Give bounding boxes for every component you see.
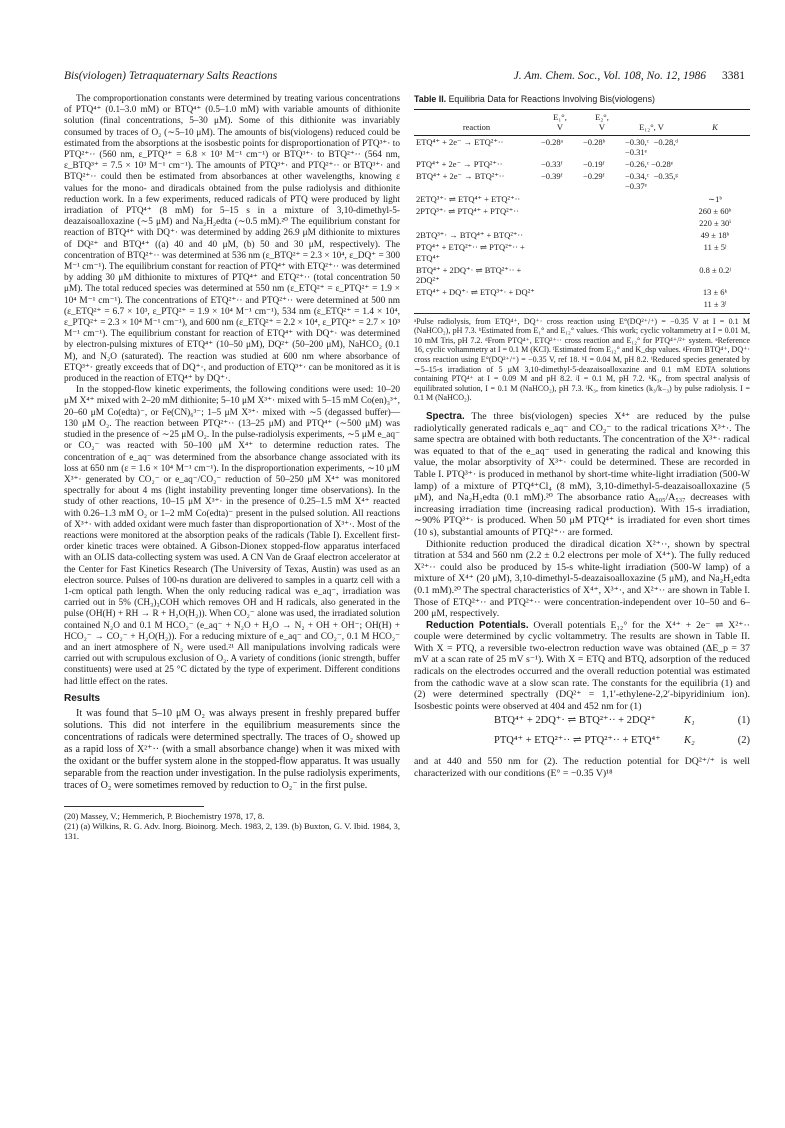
equilibria-table <box>414 109 750 313</box>
equation-1-number: (1) <box>737 715 750 727</box>
spectra-section <box>414 411 750 780</box>
right-column <box>414 94 750 780</box>
reduction-potentials-paragraph: Overall potentials E₁₂° for the X⁴⁺ + 2e⁻ ⇌ X²⁺·· couple were determined by cyclic voltammetry. The results are shown in Table II. With X = PTQ, a reversible two-electron reduction wave was obtained (ΔE_p = 37 mV at a scan rate of 25 mV s⁻¹). With X = ETQ and BTQ, adsorption of the reduced radicals on the electrodes occurred and the overall reduction potential was estimated from the cathodic wave at a slow scan rate. The constants for the equilibria (1) and (2) were determined spectrally (DQ²⁺ = 1,1′-ethylene-2,2′-bipyridinium ion). Isosbestic points were observed at 404 and 452 nm for (1) <box>414 619 751 712</box>
table-row: 220 ± 30ⁱ <box>699 218 731 229</box>
footnote-divider <box>64 806 204 807</box>
equation-2-number: (2) <box>737 735 750 747</box>
header-e1-unit: V <box>539 122 581 135</box>
reduction-potentials-heading: Reduction Potentials. <box>426 619 529 631</box>
table-row: 2PTQ³⁺· ⇌ PTQ⁴⁺ + PTQ²⁺·· 260 ± 60ʰ <box>416 205 732 216</box>
experimental-paragraph-1: The comproportionation constants were determined by treating various concentrations of PTQ⁴⁺ (0.1–3.0 mM) or BTQ⁴⁺ (0.5–1.0 mM) with variable amounts of dithionite solution (final concentrations, 5–30 μM). Some of this dithionite was invariably consumed by traces of O₂ (∼5–10 μM). The amounts of bis(viologens) reduced could be estimated from the absorptions at the isosbestic points for disproportionation of PTQ³⁺· to PTQ²⁺·· (560 nm, ε_PTQ³⁺ = 6.8 × 10³ M⁻¹ cm⁻¹) or BTQ³⁺· to BTQ²⁺·· (564 nm, ε_BTQ³⁺ = 7.5 × 10³ M⁻¹ cm⁻¹). The amounts of PTQ³⁺· and PTQ²⁺·· or BTQ³⁺· and BTQ²⁺·· could then be estimated from absorbances at other wavelengths, knowing ε values for the mono- and diradicals obtained from the pulse radiolysis and dithionite reduction work. In a few experiments, reduced radicals of PTQ were produced by light irradiation of PTQ⁴⁺ (8 mM) for 5–15 s in a mixture of 3,10-dimethyl-5-deazaisoalloxazine (∼5 μM) and Na₂H₂edta (∼0.5 mM).²⁰ The equilibrium constant for reaction of BTQ⁴⁺ with DQ⁺· was determined by adding 26.9 μM dithionite to mixtures of DQ²⁺ and BTQ⁴⁺ ((a) 40 and 40 μM, (b) 50 and 30 μM, respectively). The concentration of BTQ²⁺·· was determined at 536 nm (ε_BTQ²⁺ = 2.3 × 10⁴, ε_DQ⁺ = 300 M⁻¹ cm⁻¹). The equilibrium constant for reaction of PTQ⁴⁺ with ETQ²⁺·· was determined by adding 30 μM dithionite to mixtures of PTQ⁴⁺ and ETQ²⁺·· (total concentration 50 μM). The total reduced species was determined at 550 nm (ε_ETQ²⁺ = ε_PTQ²⁺ = 1.9 × 10⁴ M⁻¹ cm⁻¹). The concentrations of ETQ²⁺·· and PTQ²⁺·· were determined at 500 nm (ε_ETQ²⁺ = 6.7 × 10³, ε_PTQ²⁺ = 1.9 × 10⁴ M⁻¹ cm⁻¹), 534 nm (ε_ETQ²⁺ = 1.4 × 10⁴, ε_PTQ²⁺ = 2.3 × 10⁴ M⁻¹ cm⁻¹), and 600 nm (ε_ETQ²⁺ = 2.2 × 10⁴, ε_PTQ²⁺ = 2.7 × 10³ M⁻¹ cm⁻¹). The equilibrium constant for reaction of ETQ⁴⁺ with DQ⁺· was determined by electron-pulsing mixtures of ETQ⁴⁺ (10–50 μM), DQ²⁺ (50–200 μM), NaHCO₂ (0.1 M), and N₂O (saturated). The reaction was studied at 600 nm where absorbance of ETQ³⁺· greatly exceeds that of DQ⁺·, and production of ETQ³⁺· can be monitored as it is produced in the reaction of ETQ⁴⁺ by DQ⁺·. <box>64 94 400 385</box>
equation-2 <box>414 732 750 752</box>
table-label: Table II. <box>414 94 447 104</box>
table-title: Equilibria Data for Reactions Involving Bis(viologens) <box>448 94 655 104</box>
equation-1-constant: K₁ <box>684 715 695 727</box>
table-row: ETQ⁴⁺ + 2e⁻ → ETQ²⁺·· −0.28ᵃ −0.28ᵇ −0.30,ᶜ −0.28,ᵈ −0.31ᵉ <box>416 136 678 157</box>
table-footnotes: ᵃPulse radiolysis, from ETQ⁴⁺, DQ⁺· cross reaction using E°(DQ²⁺/⁺) = −0.35 V at I = 0.1 M (NaHCO₂), pH 7.3. ᵇEstimated from E₁° and E₁₂° values. ᶜThis work; cyclic voltammetry at I = 0.01 M, 10 mM Tris, pH 7.2. ᵈFrom PTQ⁴⁺, ETQ²⁺·· cross reaction and E₁₂° for PTQ⁴⁺/²⁺ system. ᵉReference 16, cyclic voltammetry at I = 0.1 M (KCl). ᶠEstimated from E₁₂° and K_dsp values. ᵍFrom BTQ⁴⁺, DQ⁺· cross reaction using E°(DQ²⁺/⁺) = −0.35 V, ref 18. ʰI = 0.04 M, pH 8.2. ⁱReduced species generated by ∼5–15-s irradiation of 5 μM 3,10-dimethyl-5-deazaisoalloxazine and 0.1 mM EDTA solutions containing PTQ⁴⁺ at I = 0.09 M and pH 8.2. ʲI = 0.1 M, pH 7.2. ᵏK₃, from spectral analysis of equilibrated solution, I = 0.1 M (NaHCO₂), pH 7.3. ˡK₃, from kinetics (k₃/k₋₃) by pulse radiolysis. I = 0.1 M (NaHCO₂). <box>414 316 750 403</box>
spectra-heading: Spectra. <box>426 411 465 422</box>
journal-citation: J. Am. Chem. Soc., Vol. 108, No. 12, 1986 <box>513 70 706 82</box>
table-row: 2BTQ³⁺· → BTQ⁴⁺ + BTQ²⁺·· 49 ± 18ʰ <box>416 230 730 241</box>
spectra-paragraph-2: Dithionite reduction produced the diradical dication X²⁺··, shown by spectral titration at 534 and 560 nm (2.2 ± 0.2 electrons per mole of X⁴⁺). The fully reduced X²⁺·· could also be produced by 15-s white-light irradiation (500-W lamp) of a mixture of X⁴⁺ (20 μM), 3,10-dimethyl-5-deazaisoalloxazine (5 μM), and Na₂H₂edta (0.1 mM).²⁰ The spectral characteristics of X⁴⁺, X³⁺·, and X²⁺·· are shown in Table I. Those of ETQ²⁺·· and PTQ²⁺·· were concentration-independent over 10–50 and 6–200 μM, respectively. <box>414 538 750 620</box>
footnote-21: (21) (a) Wilkins, R. G. Adv. Inorg. Bioinorg. Mech. 1983, 2, 139. (b) Buxton, G. V. Ibid. 1984, 3, 131. <box>64 820 400 841</box>
table-header-row-1 <box>414 110 750 123</box>
table-row: 2ETQ³⁺· ⇌ ETQ⁴⁺ + ETQ²⁺·· ∼1ᵇ <box>416 193 722 204</box>
equation-1 <box>414 712 750 732</box>
equation-1-body: BTQ⁴⁺ + 2DQ⁺· ⇌ BTQ²⁺·· + 2DQ²⁺ <box>494 715 656 727</box>
closing-paragraph: and at 440 and 550 nm for (2). The reduction potential for DQ²⁺/⁺ is well characterized with our conditions (E° = −0.35 V)¹⁸ <box>414 756 750 780</box>
results-section <box>64 693 400 792</box>
running-head <box>64 70 745 86</box>
header-e12: E₁₂°, V <box>623 122 680 135</box>
table-row: ETQ⁴⁺ + DQ⁺· ⇌ ETQ³⁺· + DQ²⁺ 13 ± 6ᵏ <box>416 287 728 298</box>
table-row: PTQ⁴⁺ + 2e⁻ → PTQ²⁺·· −0.33ᶠ −0.19ᶠ −0.26,ᶜ −0.28ᵉ <box>416 159 673 170</box>
table-caption <box>414 94 750 105</box>
header-reaction: reaction <box>414 122 539 135</box>
equation-2-body: PTQ⁴⁺ + ETQ²⁺·· ⇌ PTQ²⁺·· + ETQ⁴⁺ <box>494 735 661 747</box>
page-number: 3381 <box>722 70 745 82</box>
equation-2-constant: K₂ <box>684 735 695 747</box>
footnote-20: (20) Massey, V.; Hemmerich, P. Biochemistry 1978, 17, 8. <box>64 810 265 821</box>
table-row: BTQ⁴⁺ + 2DQ⁺· ⇌ BTQ²⁺·· + 2DQ²⁺ 0.8 ± 0.2ʲ <box>416 264 731 286</box>
header-e2-unit: V <box>581 122 623 135</box>
experimental-paragraph-2: In the stopped-flow kinetic experiments, the following conditions were used: 10–20 μM X⁴⁺ mixed with 2–20 mM dithionite; 5–10 μM X³⁺· mixed with 5–15 mM Co(en)₃³⁺, 20–60 μM Co(edta)⁻, or Fe(CN)₆³⁻; 1–5 μM X³⁺· mixed with ∼5 (degassed buffer)—130 μM O₂. The reaction between PTQ²⁺·· (13–25 μM) and PTQ⁴⁺ (∼500 μM) was studied in the presence of ∼25 μM O₂. In the pulse-radiolysis experiments, ∼5 μM e_aq⁻ or CO₂⁻ was reacted with 50–100 μM X⁴⁺ to determine reduction rates. The concentration of e_aq⁻ was determined from the absorbance change associated with its loss at 650 nm (ε = 1.6 × 10⁴ M⁻¹ cm⁻¹). In the disproportionation experiments, ∼10 μM X³⁺· generated by CO₂⁻ or e_aq⁻/CO₂⁻ reduction of 50–250 μM X⁴⁺ was monitored spectrally for about 4 ms (light instability preventing longer time observations). In the study of other reactions, 10–15 μM X³⁺· in the presence of 0.25–1.5 mM X⁴⁺ reacted with 0.26–1.3 mM O₂ or 1–2 mM Co(edta)⁻ present in the pulsed solution. All reactions of X³⁺· with added oxidant were much faster than disproportionation of X³⁺·. Most of the reactions were monitored at the absorption peaks of the radicals (Table I). Excellent first-order kinetic traces were obtained. A Gibson-Dionex stopped-flow apparatus interfaced with an OLIS data-collecting system was used. A CN Van de Graaf electron accelerator at the Center for Fast Kinetics Research (The University of Texas, Austin) was used as an electron source. Pulses of 100-ns duration are delivered to samples in a quartz cell with a 1-cm optical path length. When the only reducing radical was e_aq⁻, irradiation was carried out in 5% (CH₃)₃COH which removes OH and H radicals, also generated in the pulse (OH(H) + RH → R + H₂O(H₂)). When CO₂⁻ alone was used, the irradiated solution contained N₂O and 0.1 M HCO₂⁻ (e_aq⁻ + N₂O + H₂O → N₂ + OH + OH⁻; OH(H) + HCO₂⁻ → CO₂⁻ + H₂O(H₂)). For a reducing mixture of e_aq⁻ and CO₂⁻, 0.1 M HCO₂⁻ and an inert atmosphere of N₂ were used.²¹ All manipulations involving radicals were carried out with scrupulous exclusion of O₂. A variety of conditions (ionic strength, buffer constituents) were used at 25 °C dictated by the type of experiment. Different conditions had little effect on the rates. <box>64 385 400 687</box>
left-column <box>64 94 400 841</box>
table-header-row-2 <box>414 122 750 135</box>
header-e1: E₁°, <box>539 110 581 123</box>
spectra-paragraph-1: The three bis(viologen) species X⁴⁺ are reduced by the pulse radiolytically generated radicals e_aq⁻ and CO₂⁻ to the radical trications X³⁺·. The same spectra are obtained with both reductants. The concentration of the X³⁺· radical was equated to that of the e_aq⁻ used in generating the radical and knowing this value, the molar absorptivity of X³⁺· could be determined. These are recorded in Table I. PTQ³⁺· is produced in methanol by short-time white-light irradiation (500-W lamp) of a mixture of PTQ⁴⁺Cl₄ (8 mM), 3,10-dimethyl-5-deazaisoalloxazine (5 μM), and Na₂H₂edta (0.1 mM).²⁰ The absorbance ratio A₆₀₅/A₅₃₇ decreases with increasing irradiation time (increasing radical production). With 15-s irradiation, ∼90% PTQ³⁺· is produced. When 50 μM PTQ⁴⁺ is irradiated for even short times (10 s), substantial amounts of PTQ²⁺·· are formed. <box>414 411 750 538</box>
results-heading: Results <box>64 692 101 704</box>
table-row: BTQ⁴⁺ + 2e⁻ → BTQ²⁺·· −0.39ᶠ −0.29ᶠ −0.34,ᶜ −0.35,ᵍ −0.37ᵉ <box>416 171 678 192</box>
running-head-journal <box>514 70 745 82</box>
header-k: K <box>680 122 750 135</box>
running-head-title: Bis(viologen) Tetraquaternary Salts Reactions <box>64 70 278 82</box>
table-row: 11 ± 3ˡ <box>414 298 750 313</box>
table-row: PTQ⁴⁺ + ETQ²⁺·· ⇌ PTQ²⁺·· + ETQ⁴⁺ 11 ± 5ʲ <box>416 242 727 263</box>
results-paragraph: It was found that 5–10 μM O₂ was always present in freshly prepared buffer solutions. This did not interfere in the equilibrium measurements since the concentrations of radicals were determined spectrally. The traces of O₂ showed up as a rapid loss of X²⁺·· (with a small absorbance change) when it was mixed with the oxidant or the buffer system alone in the stopped-flow apparatus. It was usually separable from the reaction under investigation. In the pulse radiolysis experiments, traces of O₂ were sometimes removed by reduction to O₂⁻ in the first pulse. <box>64 707 400 791</box>
header-e2: E₂°, <box>581 110 623 123</box>
